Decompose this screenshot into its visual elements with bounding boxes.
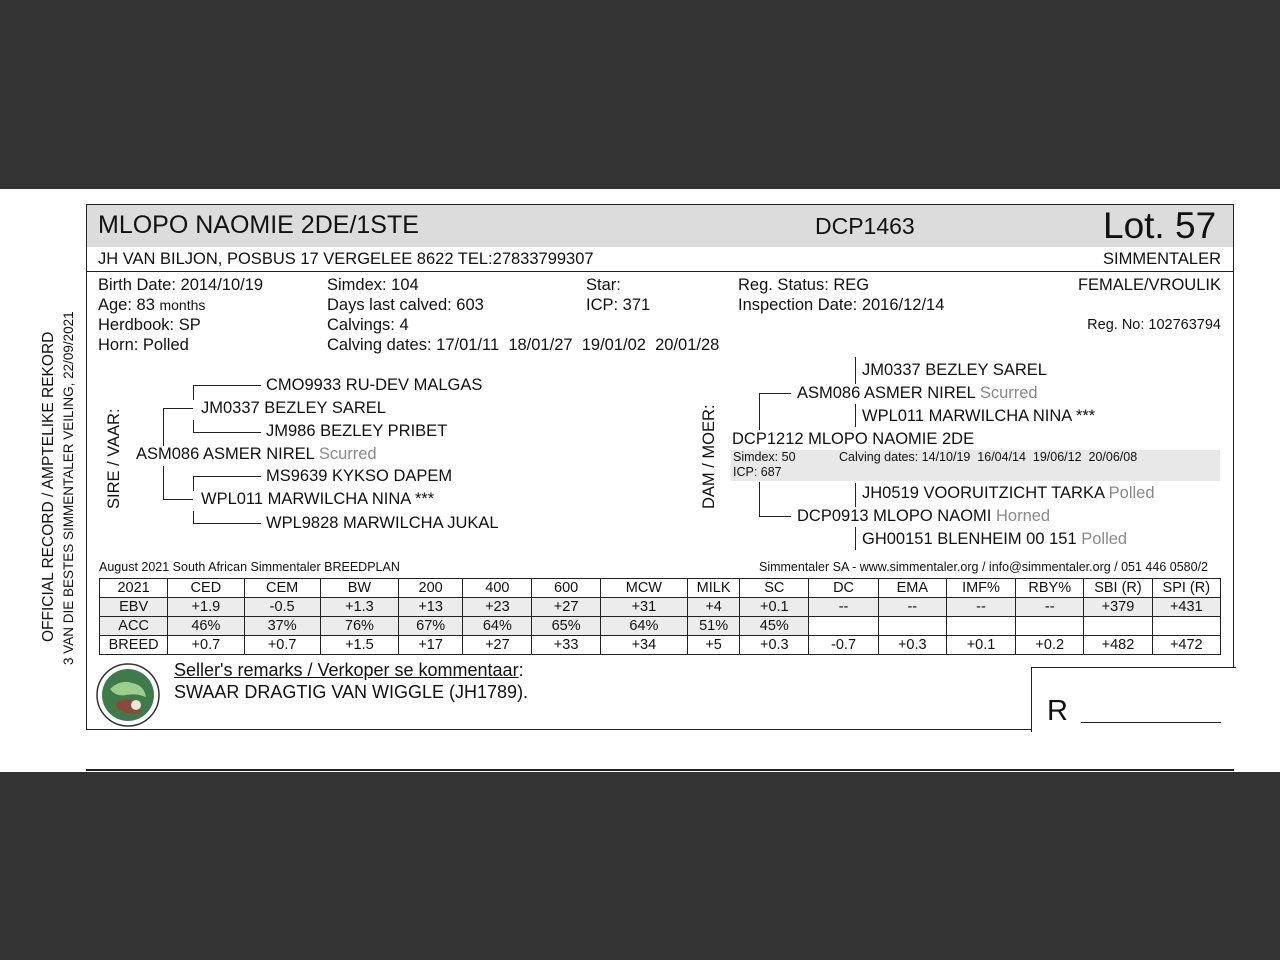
table-cell: -0.5 xyxy=(244,598,320,617)
side-record-label: OFFICIAL RECORD / AMPTELIKE REKORD xyxy=(40,331,57,642)
bottom-rule xyxy=(86,769,1234,771)
table-cell: +4 xyxy=(688,598,740,617)
animal-reg-id: DCP1463 xyxy=(815,213,915,239)
dam-calving-dates: Calving dates: 14/10/19 16/04/14 19/06/12 20/06/08 xyxy=(839,450,1138,464)
dam-dam-name: DCP0913 MLOPO NAOMI xyxy=(797,507,992,525)
breed-row xyxy=(100,636,1221,655)
sire-tree-line xyxy=(193,523,261,524)
table-cell: 76% xyxy=(320,617,398,636)
table-cell: +472 xyxy=(1152,636,1220,655)
sire-tree-line xyxy=(163,408,193,409)
sire-dam-sire: MS9639 KYKSO DAPEM xyxy=(266,467,453,485)
association-contact: Simmentaler SA - www.simmentaler.org / info@simmentaler.org / 051 446 0580/2 xyxy=(758,560,1208,574)
sire-sire-sire: CMO9933 RU-DEV MALGAS xyxy=(266,376,483,394)
table-cell: +0.1 xyxy=(946,636,1015,655)
dam-label: DAM / MOER: xyxy=(700,404,718,509)
remarks-text: SWAAR DRAGTIG VAN WIGGLE (JH1789). xyxy=(174,682,529,702)
table-cell: +0.2 xyxy=(1016,636,1084,655)
dam-sire-dam: WPL011 MARWILCHA NINA *** xyxy=(862,407,1096,425)
breed-label: SIMMENTALER xyxy=(1103,250,1221,268)
animal-name: MLOPO NAOMIE 2DE/1STE xyxy=(98,211,419,239)
table-cell xyxy=(878,617,946,636)
breedplan-caption: August 2021 South African Simmentaler BREEDPLAN xyxy=(99,560,400,574)
sire-tree-line xyxy=(193,385,194,400)
table-cell: +23 xyxy=(463,598,532,617)
side-sale-label: 3 VAN DIE BESTES SIMMENTALER VEILING, 22/09/2021 xyxy=(61,311,76,665)
table-cell: 65% xyxy=(532,617,600,636)
dam-tree-line xyxy=(855,527,856,550)
dam-dam-dam-name: GH00151 BLENHEIM 00 151 xyxy=(862,530,1077,548)
sire xyxy=(136,445,377,464)
sire-tree-line xyxy=(163,499,193,500)
remarks-colon: : xyxy=(518,660,524,680)
table-cell: +13 xyxy=(399,598,463,617)
simdex: Simdex: 104 xyxy=(327,276,419,294)
table-cell: 64% xyxy=(600,617,687,636)
table-header-cell: MILK xyxy=(688,579,740,598)
dam-dam-sire xyxy=(862,484,1155,503)
table-cell xyxy=(1084,617,1152,636)
table-cell: -- xyxy=(1016,598,1084,617)
dam-sire-sire: JM0337 BEZLEY SAREL xyxy=(862,361,1047,379)
table-cell: +1.5 xyxy=(320,636,398,655)
dam-sire xyxy=(797,384,1038,403)
table-cell: +379 xyxy=(1084,598,1152,617)
dam-sire-note: Scurred xyxy=(979,384,1038,402)
table-cell: 46% xyxy=(168,617,244,636)
sire-tree-line xyxy=(193,432,261,433)
ebv-header-row xyxy=(100,579,1221,598)
sire-note: Scurred xyxy=(318,445,377,463)
icp: ICP: 371 xyxy=(586,296,651,314)
age xyxy=(98,296,205,315)
star: Star: xyxy=(586,276,621,294)
sire-tree-line xyxy=(193,476,261,477)
dam-simdex: Simdex: 50 xyxy=(733,450,796,464)
table-header-cell: MCW xyxy=(600,579,687,598)
dam-tree-line xyxy=(855,483,856,507)
table-cell: 51% xyxy=(688,617,740,636)
inspection-date: Inspection Date: 2016/12/14 xyxy=(738,296,945,314)
owner-details: JH VAN BILJON, POSBUS 17 VERGELEE 8622 TEL:27833799307 xyxy=(98,250,594,268)
sire-label: SIRE / VAAR: xyxy=(105,408,123,509)
sex: FEMALE/VROULIK xyxy=(1077,276,1221,294)
table-cell: +0.1 xyxy=(740,598,809,617)
table-cell: -0.7 xyxy=(809,636,878,655)
table-cell: +27 xyxy=(463,636,532,655)
sire-tree-line xyxy=(163,408,164,446)
table-cell xyxy=(809,617,878,636)
reg-status: Reg. Status: REG xyxy=(738,276,870,294)
dam: DCP1212 MLOPO NAOMIE 2DE xyxy=(732,430,975,448)
table-cell: -- xyxy=(946,598,1015,617)
dam-dam-sire-name: JH0519 VOORUITZICHT TARKA xyxy=(862,484,1105,502)
table-header-cell: 200 xyxy=(399,579,463,598)
sire-sire: JM0337 BEZLEY SAREL xyxy=(201,399,386,417)
table-cell: +5 xyxy=(688,636,740,655)
table-cell: +34 xyxy=(600,636,687,655)
calvings: Calvings: 4 xyxy=(327,316,409,334)
table-cell: +17 xyxy=(399,636,463,655)
table-cell: +1.9 xyxy=(168,598,244,617)
table-header-cell: SPI (R) xyxy=(1152,579,1220,598)
dam-dam-sire-note: Polled xyxy=(1108,484,1155,502)
dam-tree-line xyxy=(759,516,791,517)
herdbook: Herdbook: SP xyxy=(98,316,201,334)
table-cell: +431 xyxy=(1152,598,1220,617)
table-cell: 37% xyxy=(244,617,320,636)
sire-sire-dam: JM986 BEZLEY PRIBET xyxy=(266,422,448,440)
remarks-title xyxy=(174,660,524,681)
table-cell: +27 xyxy=(532,598,600,617)
table-cell: +0.3 xyxy=(740,636,809,655)
table-header-cell: 400 xyxy=(463,579,532,598)
sire-dam: WPL011 MARWILCHA NINA *** xyxy=(201,490,435,508)
table-cell: 45% xyxy=(740,617,809,636)
sire-name: ASM086 ASMER NIREL xyxy=(136,445,315,463)
table-header-cell: RBY% xyxy=(1016,579,1084,598)
calving-dates: Calving dates: 17/01/11 18/01/27 19/01/02 20/01/28 xyxy=(327,336,720,354)
price-entry-line xyxy=(1081,722,1221,723)
dam-tree-line xyxy=(855,404,856,427)
table-header-cell: EMA xyxy=(878,579,946,598)
dam-tree-line xyxy=(759,482,760,516)
sire-tree-line xyxy=(193,511,194,523)
horn-status: Horn: Polled xyxy=(98,336,189,354)
ebv-row xyxy=(100,598,1221,617)
dam-dam-dam xyxy=(862,530,1127,549)
table-cell: EBV xyxy=(100,598,168,617)
table-cell: +31 xyxy=(600,598,687,617)
table-cell: -- xyxy=(878,598,946,617)
table-cell xyxy=(1152,617,1220,636)
table-header-cell: CEM xyxy=(244,579,320,598)
table-cell: +33 xyxy=(532,636,600,655)
table-header-cell: SC xyxy=(740,579,809,598)
dam-tree-line xyxy=(855,357,856,384)
table-cell: -- xyxy=(809,598,878,617)
table-cell: ACC xyxy=(100,617,168,636)
price-currency: R xyxy=(1047,695,1068,727)
table-header-cell: BW xyxy=(320,579,398,598)
dam-dam xyxy=(797,507,1050,526)
dam-tree-line xyxy=(759,393,760,430)
sire-tree-line xyxy=(193,476,194,491)
table-cell: +0.3 xyxy=(878,636,946,655)
table-cell: 64% xyxy=(463,617,532,636)
table-header-cell: IMF% xyxy=(946,579,1015,598)
age-unit: months xyxy=(159,297,206,313)
lot-number: Lot. 57 xyxy=(1103,205,1217,246)
acc-row xyxy=(100,617,1221,636)
remarks-title-text: Seller's remarks / Verkoper se kommentaar xyxy=(174,660,519,680)
sire-dam-dam: WPL9828 MARWILCHA JUKAL xyxy=(266,514,499,532)
sire-tree-line xyxy=(163,466,164,499)
table-cell: +1.3 xyxy=(320,598,398,617)
age-value: Age: 83 xyxy=(98,296,155,314)
reg-number: Reg. No: 102763794 xyxy=(1087,317,1221,333)
table-header-cell: CED xyxy=(168,579,244,598)
dam-dam-note: Horned xyxy=(995,507,1051,525)
table-cell xyxy=(946,617,1015,636)
table-cell: +482 xyxy=(1084,636,1152,655)
table-header-cell: DC xyxy=(809,579,878,598)
table-cell: +0.7 xyxy=(168,636,244,655)
simmentaler-logo-icon xyxy=(96,663,160,727)
dam-icp: ICP: 687 xyxy=(733,465,782,479)
table-cell xyxy=(1016,617,1084,636)
table-header-cell: 2021 xyxy=(100,579,168,598)
birth-date: Birth Date: 2014/10/19 xyxy=(98,276,264,294)
days-last-calved: Days last calved: 603 xyxy=(327,296,484,314)
dam-sire-name: ASM086 ASMER NIREL xyxy=(797,384,976,402)
dam-dam-dam-note: Polled xyxy=(1081,530,1128,548)
table-header-cell: SBI (R) xyxy=(1084,579,1152,598)
table-cell: BREED xyxy=(100,636,168,655)
table-cell: +0.7 xyxy=(244,636,320,655)
sire-tree-line xyxy=(193,420,194,432)
table-header-cell: 600 xyxy=(532,579,600,598)
dam-tree-line xyxy=(759,393,791,394)
sire-tree-line xyxy=(193,385,261,386)
table-cell: 67% xyxy=(399,617,463,636)
ebv-table xyxy=(99,578,1221,655)
